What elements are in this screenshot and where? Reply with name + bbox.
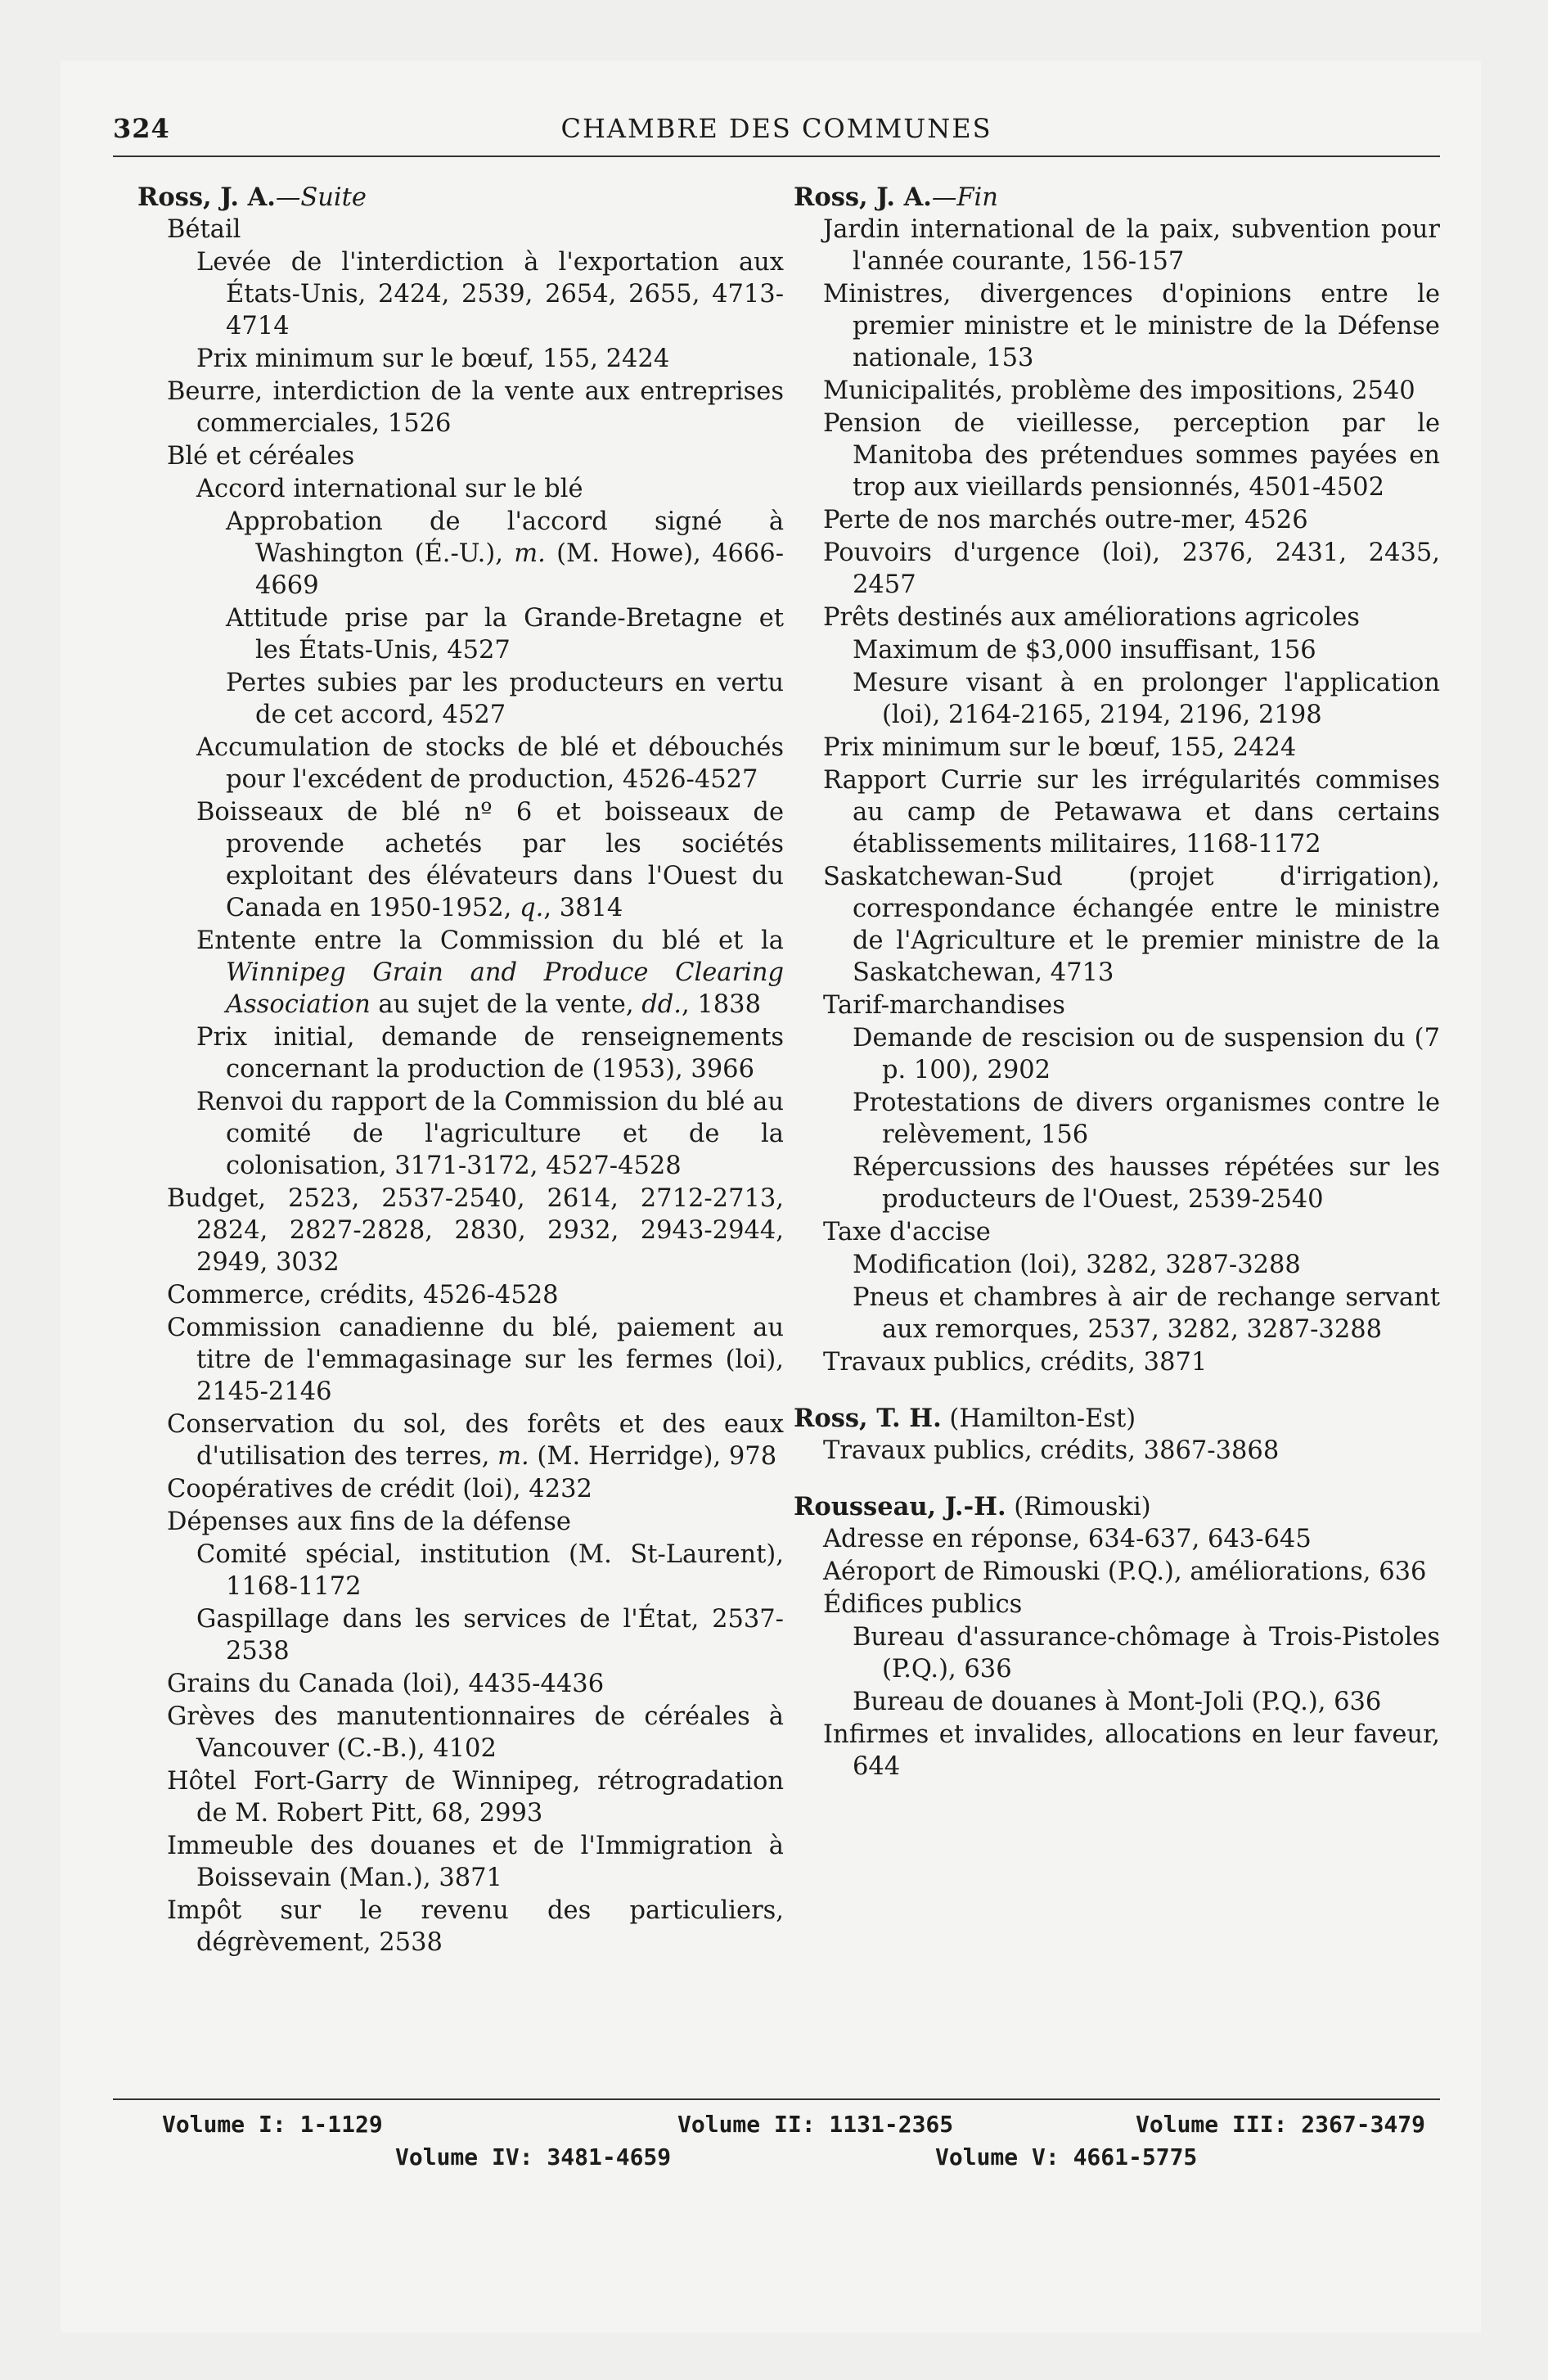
index-entry: Saskatchewan-Sud (projet d'irrigation), correspondance échangée entre le ministre de l'Agriculture et le premier ministre de la Saskatchewan, 4713 [823, 863, 1440, 987]
index-entry: Tarif-marchandises [823, 991, 1065, 1020]
index-entry: Commerce, crédits, 4526-4528 [167, 1281, 559, 1309]
index-subentry: Mesure visant à en prolonger l'application (loi), 2164-2165, 2194, 2196, 2198 [853, 669, 1440, 729]
volume-range: Volume I: 1-1129 [162, 2111, 383, 2138]
entry-heading [794, 182, 1440, 214]
index-subentry: Prix initial, demande de renseignements concernant la production de (1953), 3966 [196, 1023, 784, 1084]
volume-range: Volume IV: 3481-4659 [395, 2143, 672, 2170]
entry-heading [794, 1491, 1440, 1523]
index-entry: Ministres, divergences d'opinions entre le premier ministre et le ministre de la Défense nationale, 153 [823, 280, 1440, 372]
running-title: CHAMBRE DES COMMUNES [560, 113, 992, 144]
index-entry: Édifices publics [823, 1590, 1023, 1619]
index-entry: Conservation du sol, des forêts et des eaux d'utilisation des terres, m. (M. Herridge), 978 [167, 1410, 784, 1471]
index-subentry: Pneus et chambres à air de rechange servant aux remorques, 2537, 3282, 3287-3288 [853, 1283, 1440, 1344]
volume-range: Volume V: 4661-5775 [935, 2143, 1198, 2170]
member-name: Ross, T. H. [794, 1404, 942, 1433]
continuation-note: —Suite [275, 183, 367, 212]
page-number: 324 [113, 113, 170, 144]
index-subsubentry: Pertes subies par les producteurs en vertu de cet accord, 4527 [226, 669, 784, 729]
index-entry: Infirmes et invalides, allocations en leur faveur, 644 [823, 1720, 1440, 1781]
index-entry: Pension de vieillesse, perception par le Manitoba des prétendues sommes payées en trop aux vieillards pensionnés, 4501-4502 [823, 409, 1440, 502]
volume-range: Volume III: 2367-3479 [1136, 2111, 1426, 2138]
index-subentry: Comité spécial, institution (M. St-Laurent), 1168-1172 [196, 1540, 784, 1601]
index-entry: Adresse en réponse, 634-637, 643-645 [823, 1525, 1312, 1553]
index-subentry: Boisseaux de blé nº 6 et boisseaux de provende achetés par les sociétés exploitant des élévateurs dans l'Ouest du Canada en 1950-1952, q., 3814 [196, 798, 784, 922]
riding: (Rimouski) [1006, 1493, 1151, 1521]
volume-range: Volume II: 1131-2365 [677, 2111, 954, 2138]
index-subentry: Levée de l'interdiction à l'exportation aux États-Unis, 2424, 2539, 2654, 2655, 4713-4714 [196, 248, 784, 340]
right-column [794, 182, 1440, 1783]
index-subentry: Maximum de $3,000 insuffisant, 156 [853, 636, 1316, 665]
entry-heading [137, 182, 784, 214]
member-name: Ross, J. A. [794, 183, 932, 212]
index-entry: Jardin international de la paix, subvention pour l'année courante, 156-157 [823, 215, 1440, 276]
index-entry: Hôtel Fort-Garry de Winnipeg, rétrogradation de M. Robert Pitt, 68, 2993 [167, 1767, 784, 1828]
index-entry: Rapport Currie sur les irrégularités commises au camp de Petawawa et dans certains établissements militaires, 1168-1172 [823, 766, 1440, 859]
index-entry: Dépenses aux fins de la défense [167, 1508, 571, 1536]
index-entry: Immeuble des douanes et de l'Immigration à Boissevain (Man.), 3871 [167, 1832, 784, 1892]
index-subentry: Renvoi du rapport de la Commission du blé au comité de l'agriculture et de la colonisation, 3171-3172, 4527-4528 [196, 1088, 784, 1180]
index-entry: Beurre, interdiction de la vente aux entreprises commerciales, 1526 [167, 377, 784, 438]
member-name: Ross, J. A. [137, 183, 276, 212]
index-page [61, 61, 1481, 2333]
index-entry: Grains du Canada (loi), 4435-4436 [167, 1670, 605, 1698]
index-subentry: Protestations de divers organismes contre le relèvement, 156 [853, 1089, 1440, 1149]
index-entry: Travaux publics, crédits, 3871 [823, 1348, 1208, 1377]
index-entry: Blé et céréales [167, 442, 355, 471]
index-subentry: Bureau d'assurance-chômage à Trois-Pistoles (P.Q.), 636 [853, 1623, 1440, 1684]
index-subentry: Entente entre la Commission du blé et la Winnipeg Grain and Produce Clearing Association au sujet de la vente, dd., 1838 [196, 926, 784, 1019]
index-entry: Aéroport de Rimouski (P.Q.), améliorations, 636 [823, 1557, 1427, 1586]
index-entry: Impôt sur le revenu des particuliers, dégrèvement, 2538 [167, 1896, 784, 1957]
index-subentry: Accumulation de stocks de blé et débouchés pour l'excédent de production, 4526-4527 [196, 733, 784, 794]
index-entry: Grèves des manutentionnaires de céréales à Vancouver (C.-B.), 4102 [167, 1702, 784, 1763]
entry-heading [794, 1403, 1440, 1435]
volume-footer [113, 2098, 1440, 2170]
index-subsubentry: Attitude prise par la Grande-Bretagne et les États-Unis, 4527 [226, 604, 784, 665]
index-subentry: Demande de rescision ou de suspension du (7 p. 100), 2902 [853, 1024, 1440, 1084]
index-subsubentry: Approbation de l'accord signé à Washington (É.-U.), m. (M. Howe), 4666-4669 [226, 507, 784, 600]
index-entry: Commission canadienne du blé, paiement au titre de l'emmagasinage sur les fermes (loi), 2145-2146 [167, 1314, 784, 1406]
index-subentry: Gaspillage dans les services de l'État, 2537-2538 [196, 1605, 784, 1666]
index-subentry: Modification (loi), 3282, 3287-3288 [853, 1251, 1301, 1279]
page-header [113, 110, 1440, 157]
index-subentry: Prix minimum sur le bœuf, 155, 2424 [196, 345, 670, 373]
index-entry: Budget, 2523, 2537-2540, 2614, 2712-2713, 2824, 2827-2828, 2830, 2932, 2943-2944, 2949, 3032 [167, 1184, 784, 1277]
index-subentry: Répercussions des hausses répétées sur les producteurs de l'Ouest, 2539-2540 [853, 1153, 1440, 1214]
member-name: Rousseau, J.-H. [794, 1492, 1006, 1521]
index-entry: Municipalités, problème des impositions, 2540 [823, 376, 1415, 405]
index-entry: Coopératives de crédit (loi), 4232 [167, 1475, 592, 1503]
index-entry: Pouvoirs d'urgence (loi), 2376, 2431, 2435, 2457 [823, 539, 1440, 599]
left-column [137, 182, 784, 1959]
index-entry: Prêts destinés aux améliorations agricoles [823, 603, 1360, 632]
index-subentry: Accord international sur le blé [196, 475, 583, 503]
index-subentry: Bureau de douanes à Mont-Joli (P.Q.), 636 [853, 1688, 1382, 1716]
continuation-note: —Fin [931, 183, 998, 212]
riding: (Hamilton-Est) [941, 1404, 1136, 1433]
index-entry: Prix minimum sur le bœuf, 155, 2424 [823, 733, 1297, 762]
index-entry: Travaux publics, crédits, 3867-3868 [823, 1436, 1280, 1465]
index-entry: Perte de nos marchés outre-mer, 4526 [823, 506, 1308, 534]
index-entry: Taxe d'accise [823, 1218, 991, 1246]
index-entry: Bétail [167, 215, 241, 244]
